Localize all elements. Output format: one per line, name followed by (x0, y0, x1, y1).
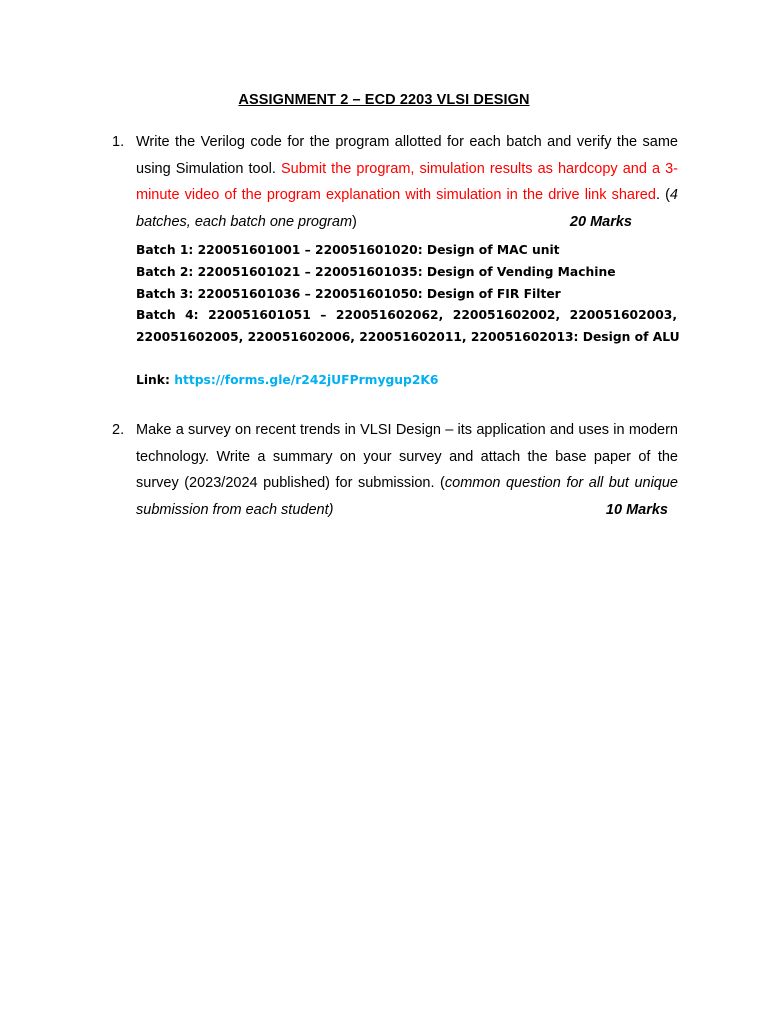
batch-item: Batch 2: 220051601021 – 220051601035: Design of Vending Machine (136, 264, 616, 279)
question-text-italic: 4 batches, each batch one program (136, 187, 678, 231)
batch-item: Batch 3: 220051601036 – 220051601050: Design of FIR Filter (136, 286, 561, 301)
marks-label: 10 Marks (605, 502, 668, 519)
batch-item: Batch 4: 220051601051 – 220051602062, 220051602002, 220051602003, (136, 308, 677, 323)
batch-list (136, 240, 680, 349)
question-text-plain: Make a survey on recent trends in VLSI Design – its application and uses in modern technology. Write a summary on your survey and attach the base paper of the survey (2023/2024 published) for submission. ( (136, 422, 678, 492)
question-2 (112, 417, 678, 524)
submission-link-line (136, 369, 438, 391)
batch-item: 220051602005, 220051602006, 220051602011, 220051602013: Design of ALU (136, 330, 680, 345)
question-text-italic: common question for all but unique submission from each student) (136, 475, 678, 519)
marks-label: 20 Marks (569, 214, 632, 231)
link-label: Link: (136, 373, 175, 387)
question-number: 2. (112, 422, 125, 438)
question-text-close: ) (352, 214, 357, 231)
question-text-plain: Write the Verilog code for the program allotted for each batch and verify the same using Simulation tool. (136, 134, 678, 177)
question-text-highlight: Submit the program, simulation results as hardcopy and a 3-minute video of the program explanation with simulation in the drive link shared (136, 160, 678, 204)
assignment-title: ASSIGNMENT 2 – ECD 2203 VLSI DESIGN (238, 92, 530, 108)
batch-item: Batch 1: 220051601001 – 220051601020: Design of MAC unit (136, 243, 560, 257)
question-1 (112, 129, 678, 236)
question-text (136, 129, 678, 236)
question-text (136, 417, 678, 524)
submission-link[interactable]: https://forms.gle/r242jUFPrmygup2K6 (174, 373, 439, 387)
question-text-punct: . ( (655, 187, 670, 204)
question-number: 1. (112, 134, 125, 150)
